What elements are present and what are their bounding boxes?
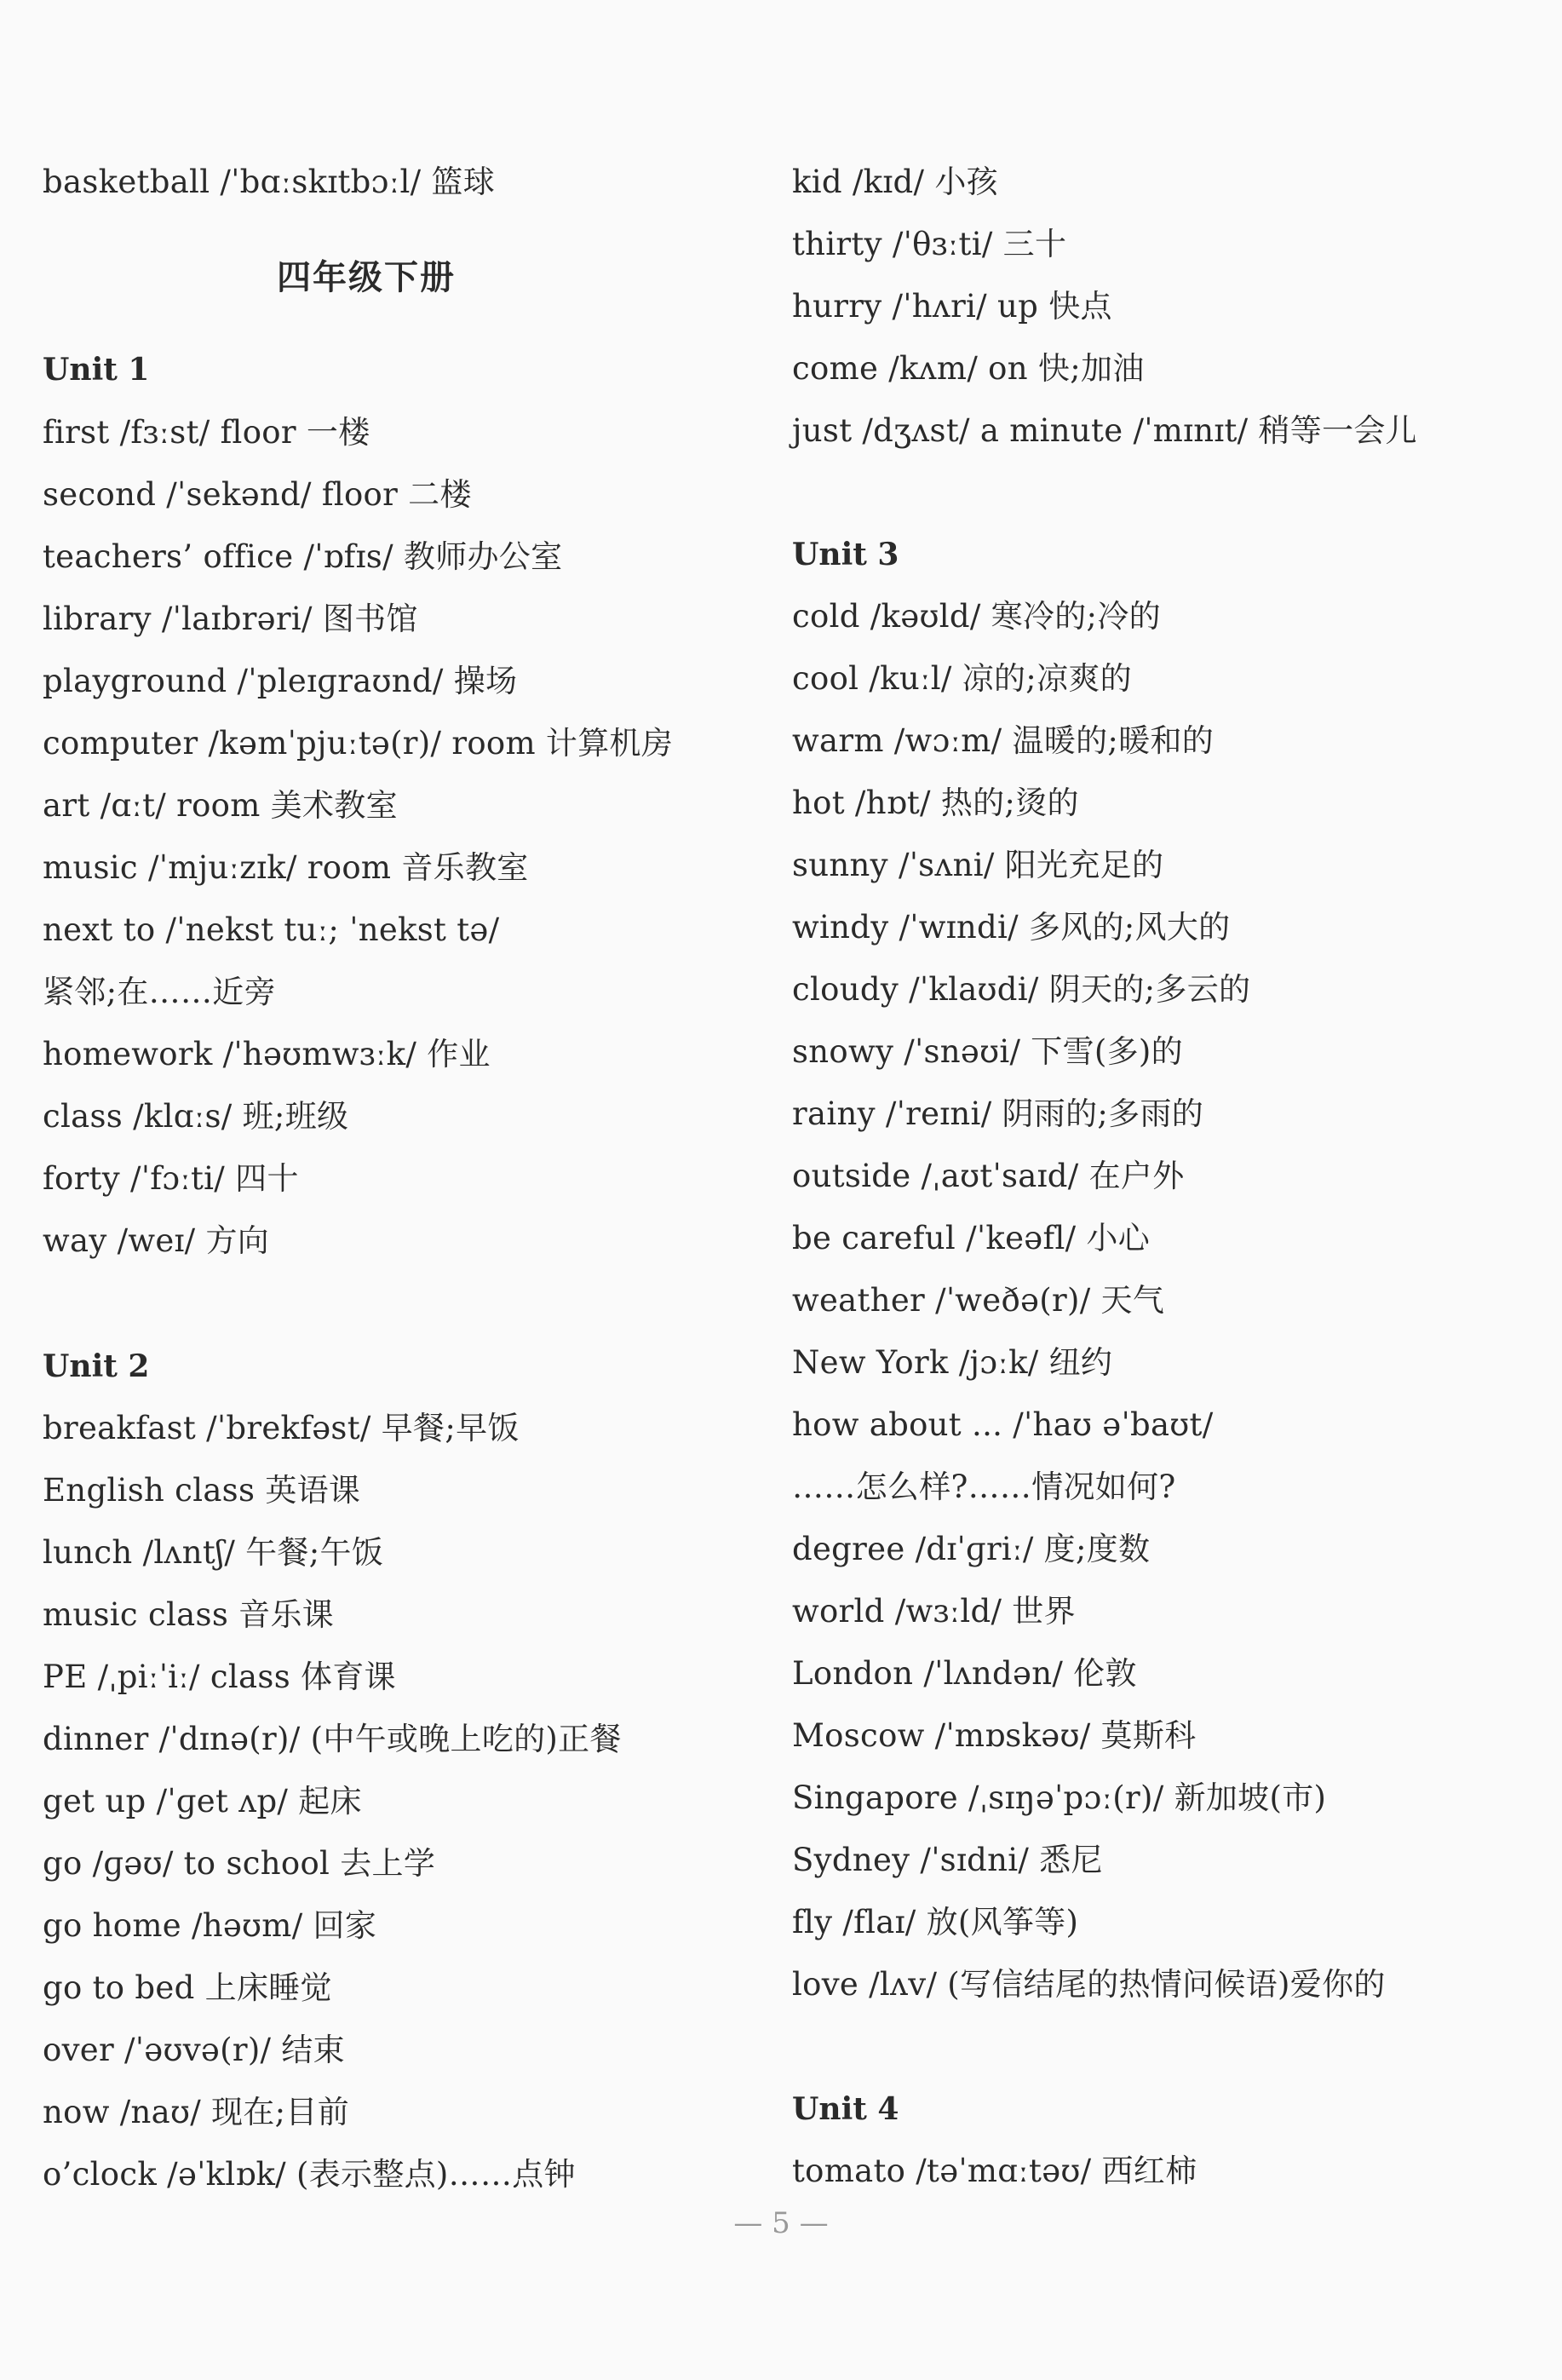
vocab-entry: go home /həʊm/ 回家 bbox=[43, 1907, 377, 1944]
vocab-entry: rainy /ˈreɪni/ 阴雨的;多雨的 bbox=[792, 1095, 1204, 1132]
vocab-entry: just /dʒʌst/ a minute /ˈmɪnɪt/ 稍等一会儿 bbox=[792, 412, 1417, 449]
vocab-entry: get up /ˈɡet ʌp/ 起床 bbox=[43, 1783, 362, 1819]
vocab-entry: 紧邻;在……近旁 bbox=[43, 974, 276, 1010]
vocab-entry: degree /dɪˈɡriː/ 度;度数 bbox=[792, 1531, 1151, 1567]
vocab-entry: go /ɡəʊ/ to school 去上学 bbox=[43, 1845, 436, 1882]
vocab-entry: Sydney /ˈsɪdni/ 悉尼 bbox=[792, 1842, 1103, 1878]
section-title: 四年级下册 bbox=[277, 258, 456, 297]
vocab-entry: how about ... /ˈhaʊ əˈbaʊt/ bbox=[792, 1406, 1214, 1443]
vocab-entry: teachers’ office /ˈɒfɪs/ 教师办公室 bbox=[43, 538, 563, 575]
vocab-entry: PE /ˌpiːˈiː/ class 体育课 bbox=[43, 1659, 396, 1695]
vocab-entry: cold /kəʊld/ 寒冷的;冷的 bbox=[792, 598, 1161, 635]
vocab-entry: library /ˈlaɪbrəri/ 图书馆 bbox=[43, 601, 418, 637]
vocab-entry: fly /flaɪ/ 放(风筝等) bbox=[792, 1904, 1079, 1940]
unit-heading: Unit 4 bbox=[792, 2091, 899, 2127]
page-number: — 5 — bbox=[733, 2206, 829, 2240]
vocab-entry: world /wɜːld/ 世界 bbox=[792, 1593, 1076, 1630]
vocab-entry: music /ˈmjuːzɪk/ room 音乐教室 bbox=[43, 849, 529, 886]
vocab-entry: warm /wɔːm/ 温暖的;暖和的 bbox=[792, 722, 1215, 759]
vocab-entry: breakfast /ˈbrekfəst/ 早餐;早饭 bbox=[43, 1410, 520, 1446]
vocab-entry: tomato /təˈmɑːtəʊ/ 西红柿 bbox=[792, 2153, 1197, 2189]
vocab-entry: music class 音乐课 bbox=[43, 1596, 335, 1633]
vocab-entry: English class 英语课 bbox=[43, 1472, 361, 1509]
vocab-entry: hurry /ˈhʌri/ up 快点 bbox=[792, 288, 1112, 325]
vocab-entry: windy /ˈwɪndi/ 多风的;风大的 bbox=[792, 909, 1231, 946]
vocab-entry: sunny /ˈsʌni/ 阳光充足的 bbox=[792, 847, 1164, 883]
vocab-entry: Singapore /ˌsɪŋəˈpɔː(r)/ 新加坡(市) bbox=[792, 1779, 1327, 1816]
vocab-entry: playground /ˈpleɪɡraʊnd/ 操场 bbox=[43, 663, 518, 699]
vocab-entry: dinner /ˈdɪnə(r)/ (中午或晚上吃的)正餐 bbox=[43, 1721, 622, 1757]
vocab-entry: love /lʌv/ (写信结尾的热情问候语)爱你的 bbox=[792, 1966, 1386, 2003]
vocab-entry: over /ˈəʊvə(r)/ 结束 bbox=[43, 2032, 345, 2068]
vocab-entry: Moscow /ˈmɒskəʊ/ 莫斯科 bbox=[792, 1717, 1197, 1754]
unit-heading: Unit 1 bbox=[43, 352, 150, 388]
vocab-entry: lunch /lʌntʃ/ 午餐;午饭 bbox=[43, 1534, 384, 1571]
vocab-entry: way /weɪ/ 方向 bbox=[43, 1222, 270, 1259]
vocab-entry: cool /kuːl/ 凉的;凉爽的 bbox=[792, 660, 1132, 697]
vocab-entry: kid /kɪd/ 小孩 bbox=[792, 164, 998, 200]
vocab-entry: computer /kəmˈpjuːtə(r)/ room 计算机房 bbox=[43, 725, 674, 762]
vocab-entry: outside /ˌaʊtˈsaɪd/ 在户外 bbox=[792, 1158, 1185, 1194]
vocab-entry: ……怎么样?……情况如何? bbox=[792, 1469, 1176, 1505]
vocab-entry: thirty /ˈθɜːti/ 三十 bbox=[792, 226, 1067, 262]
vocab-entry: hot /hɒt/ 热的;烫的 bbox=[792, 785, 1079, 821]
unit-heading: Unit 3 bbox=[792, 537, 899, 572]
vocab-entry: basketball /ˈbɑːskɪtbɔːl/ 篮球 bbox=[43, 164, 496, 200]
vocab-entry: homework /ˈhəʊmwɜːk/ 作业 bbox=[43, 1036, 491, 1072]
vocab-entry: now /naʊ/ 现在;目前 bbox=[43, 2094, 350, 2130]
vocab-entry: class /klɑːs/ 班;班级 bbox=[43, 1098, 349, 1135]
vocab-entry: weather /ˈweðə(r)/ 天气 bbox=[792, 1282, 1165, 1319]
vocab-entry: be careful /ˈkeəfl/ 小心 bbox=[792, 1220, 1151, 1256]
vocab-entry: New York /jɔːk/ 纽约 bbox=[792, 1344, 1113, 1381]
vocab-entry: first /fɜːst/ floor 一楼 bbox=[43, 414, 370, 451]
vocab-entry: London /ˈlʌndən/ 伦敦 bbox=[792, 1655, 1137, 1692]
vocab-entry: next to /ˈnekst tuː; ˈnekst tə/ bbox=[43, 911, 500, 948]
vocab-entry: come /kʌm/ on 快;加油 bbox=[792, 350, 1145, 387]
vocab-entry: snowy /ˈsnəʊi/ 下雪(多)的 bbox=[792, 1033, 1183, 1070]
vocab-entry: forty /ˈfɔːti/ 四十 bbox=[43, 1160, 299, 1197]
vocab-entry: o’clock /əˈklɒk/ (表示整点)……点钟 bbox=[43, 2156, 576, 2193]
vocab-entry: art /ɑːt/ room 美术教室 bbox=[43, 787, 398, 824]
vocab-entry: second /ˈsekənd/ floor 二楼 bbox=[43, 476, 472, 513]
unit-heading: Unit 2 bbox=[43, 1348, 150, 1384]
vocab-entry: go to bed 上床睡觉 bbox=[43, 1969, 332, 2006]
vocab-entry: cloudy /ˈklaʊdi/ 阴天的;多云的 bbox=[792, 971, 1251, 1008]
